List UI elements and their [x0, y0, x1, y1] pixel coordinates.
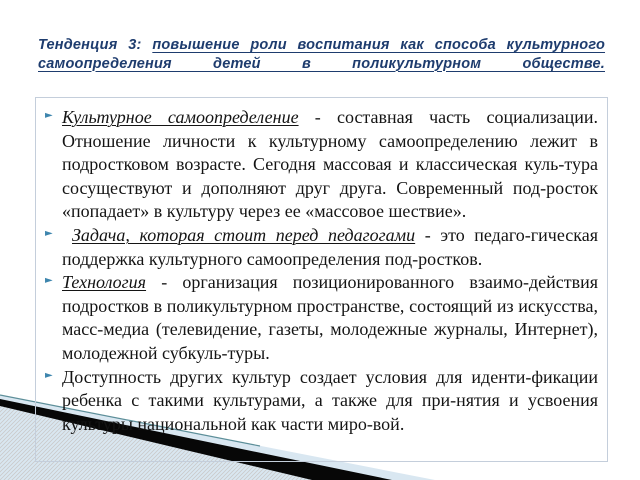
- title-underlined-part-2: самоопределения детей в поликультурном обществе.: [38, 55, 605, 72]
- title-prefix: Тенденция 3:: [38, 37, 142, 53]
- slide-title-line-1: [38, 36, 605, 55]
- triangle-bullet-icon: ►: [45, 275, 53, 287]
- bullet-item-technology: [36, 271, 598, 365]
- triangle-bullet-icon: ►: [45, 369, 53, 381]
- bullet-item-teacher-task: [36, 224, 598, 271]
- triangle-bullet-icon: ►: [45, 110, 53, 121]
- bullet-item-cultural-self-determination: [36, 106, 598, 224]
- slide-title-line-2: [38, 55, 605, 74]
- title-underlined-part-1: повышение роли воспитания как способа культурного: [152, 37, 606, 53]
- bullet-lead: Задача, которая стоит перед педагогами: [72, 224, 416, 245]
- triangle-bullet-icon: ►: [45, 227, 53, 239]
- bullet-lead: Технология: [62, 272, 147, 293]
- bullet-item-culture-accessibility: [36, 366, 598, 437]
- bullet-list: [36, 98, 607, 436]
- bullet-text: Доступность других культур создает условия для иденти-фикации ребенка с такими культурами, а также для при-нятия и усвоения культуры национальной как части миро-вой.: [62, 366, 598, 434]
- slide-title: [38, 36, 605, 73]
- bullet-lead: Культурное самоопределение: [62, 107, 299, 127]
- bullet-text: - организация позиционированного взаимо-действия подростков в поликультурном пространстве, состоящий из искусства, масс-медиа (телевидение, газеты, молодежные журналы, Интернет), молодежной субкуль-туры.: [62, 272, 598, 363]
- bullet-text: - это педаго-гическая поддержка культурного самоопределения под-ростков.: [62, 224, 598, 269]
- bullet-text: - составная часть социализации. Отношение личности к культурному самоопределению лежит в подростковом возрасте. Сегодня массовая и классическая куль-тура сосуществуют и дополняют друг друга. Современный под-росток «попадает» в культуру через ее «массовое шествие».: [62, 107, 598, 222]
- content-box: [35, 97, 608, 462]
